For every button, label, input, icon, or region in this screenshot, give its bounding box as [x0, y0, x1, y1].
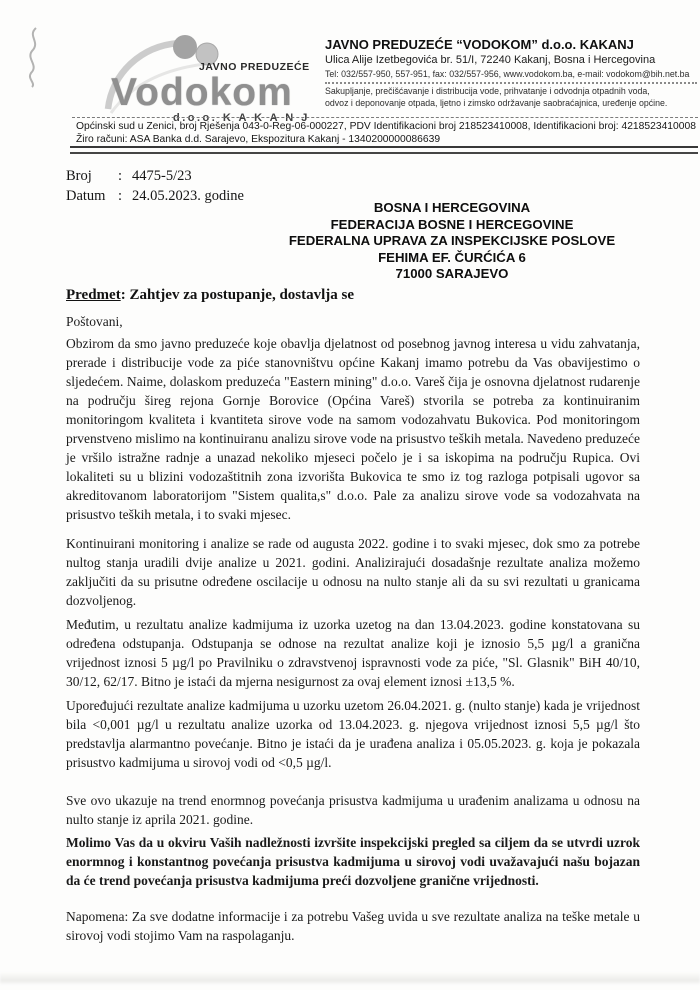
- logo-tagline: JAVNO PREDUZEĆE: [199, 61, 310, 73]
- company-activities: [325, 86, 697, 109]
- recipient-line-street: FEHIMA EF. ČURĆIĆA 6: [378, 249, 526, 265]
- reference-block: [66, 166, 244, 206]
- body-paragraph-5: Sve ovo ukazuje na trend enormnog povećanja prisustva kadmijuma u urađenim analizama u odnosu na nulto stanje iz aprila 2021. godine.: [66, 793, 640, 827]
- body-paragraph-request-bold: Molimo Vas da u okviru Vaših nadležnosti izvršite inspekcijski pregled sa ciljem da se utvrdi uzrok enormnog i konstantnog povećanja prisustva kadmijuma u sirovoj vodi uvažavajući našu bojazan da će trend povećanja prisustva kadmijuma preći dozvoljene granične vrijednosti.: [66, 835, 640, 888]
- salutation: Poštovani,: [66, 314, 123, 329]
- vodokom-logo: [95, 33, 325, 128]
- reference-number-label: Broj: [66, 168, 92, 184]
- body-paragraph-1: Obzirom da smo javno preduzeće koje obavlja djelatnost od posebnog javnog interesa u vidu zahvatanja, prerade i distribucije vode za piće stanovništvu općine Kakanj imamo potrebu da Vas obavijestimo o sljedećem. Naime, dolaskom preduzeća "Eastern mining" d.o.o. Vareš čija je osnovna djelatnost rudarenje na području šireg rejona Gornje Borovice (Općina Vareš) stvorila se potreba za kontinuiranim monitoringom kvaliteta i kvantiteta sirove vode na samom vodozahvatu Bukovica. Pod monitoringom prvenstveno mislimo na kontinuiranu analizu sirove vode na prisustvo teških metala. Navedeno preduzeće je vršilo istražne radnje a unazad nekoliko mjeseci počelo je i sa iskopima na području Rupica. Ovi lokaliteti su u blizini vodozaštitnih zona izvorišta Bukovica te smo iz tog razloga potpisali ugovor sa akreditovanom laboratorijom "Sistem qualita,s" d.o.o. Pale za analizu sirove vode sa vodozahvata na prisustvo teških metala, i to svaki mjesec.: [66, 336, 640, 522]
- letter-body: [66, 334, 640, 945]
- dotted-divider: [325, 82, 697, 84]
- registration-line: Općinski sud u Zenici, broj Rješenja 043-0-Reg-06-000227, PDV Identifikacioni broj 218523410008, Identifikacioni broj: 4218523410008: [76, 121, 696, 132]
- dashed-divider: [72, 117, 698, 118]
- water-drop-icon: [173, 35, 197, 59]
- bank-account-line: Žiro računi: ASA Banka d.d. Sarajevo, Ekspozitura Kakanj - 1340200000086639: [76, 134, 441, 145]
- date-label: Datum: [66, 188, 106, 204]
- company-info-block: [325, 37, 697, 109]
- colon: :: [118, 188, 123, 204]
- company-contact: Tel: 032/557-950, 557-951, fax: 032/557-956, www.vodokom.ba, e-mail: vodokom@bih.net.ba: [325, 69, 690, 79]
- reference-number-row: [66, 166, 244, 186]
- scan-scribble-artifact: [24, 26, 46, 88]
- logo-subtitle: d.o.o. K A K A N J: [173, 112, 310, 124]
- reference-number-value: 4475-5/23: [132, 168, 192, 184]
- subject-line: [66, 287, 354, 304]
- subject-label: Predmet: [66, 287, 121, 303]
- scan-edge-shadow: [0, 972, 700, 984]
- body-paragraph-2: Kontinuirani monitoring i analize se rade od augusta 2022. godine i to svaki mjesec, dok smo za potrebe nultog stanja uradili dvije analize u 2021. godini. Analizirajući dosadašnje rezultate analiza možemo zaključiti da su prisutne određene oscilacije u odnosu na nulto stanje ali da su svi rezultati u granicama dozvoljenog.: [66, 536, 640, 608]
- recipient-line-federation: FEDERACIJA BOSNE I HERCEGOVINE: [330, 216, 574, 232]
- logo-brand-text: Vodokom: [111, 71, 293, 114]
- subject-text: : Zahtjev za postupanje, dostavlja se: [120, 287, 355, 303]
- activities-line-1: Sakupljanje, prečišćavanje i distribucija vode, prihvatanje i odvodnja otpadnih voda,: [325, 86, 650, 96]
- recipient-line-city: 71000 SARAJEVO: [395, 266, 509, 281]
- date-value: 24.05.2023. godine: [132, 188, 244, 204]
- body-paragraph-3: Međutim, u rezultatu analize kadmijuma iz uzorka uzetog na dan 13.04.2023. godine konstatovana su određena odstupanja. Odstupanja se odnose na rezultat analize koji je iznosio 5,5 µg/l a granična vrijednost iznosi 5 µg/l po Pravilniku o zdravstvenoj ispravnosti vode za piće, "Sl. Glasnik" BiH 40/10, 30/12, 62/17. Bitno je istaći da mjerna nesigurnost za ovaj element iznosi ±13,5 %.: [66, 617, 640, 689]
- letterhead-double-rule: [70, 146, 698, 154]
- company-address: Ulica Alije Izetbegovića br. 51/I, 72240 Kakanj, Bosna i Hercegovina: [325, 54, 656, 66]
- recipient-line-institution: FEDERALNA UPRAVA ZA INSPEKCIJSKE POSLOVE: [288, 233, 616, 248]
- activities-line-2: odvoz i deponovanje otpada, ljetno i zimsko održavanje saobraćajnica, uređenje općine.: [325, 97, 668, 108]
- colon: :: [118, 168, 123, 184]
- company-name: JAVNO PREDUZEĆE “VODOKOM” d.o.o. KAKANJ: [325, 37, 634, 52]
- body-paragraph-note: Napomena: Za sve dodatne informacije i za potrebu Vašeg uvida u sve rezultate analiza na teške metale u sirovoj vodi stojimo Vam na raspolaganju.: [66, 909, 640, 943]
- date-row: [66, 186, 244, 206]
- recipient-block: [222, 200, 682, 283]
- body-paragraph-4: Upoređujući rezultate analize kadmijuma u uzorku uzetom 26.04.2021. g. (nulto stanje) kada je vrijednost bila <0,001 µg/l u rezultatu analize uzorka od 13.04.2023. g. njegova vrijednost iznosi 5,5 µg/l što predstavlja alarmantno povećanje. Bitno je istaći da je urađena analiza i 05.05.2023. g. koja je pokazala prisustvo kadmijuma u sirovoj vodi od <0,5 µg/l.: [66, 698, 640, 770]
- recipient-line-country: BOSNA I HERCEGOVINA: [373, 200, 531, 215]
